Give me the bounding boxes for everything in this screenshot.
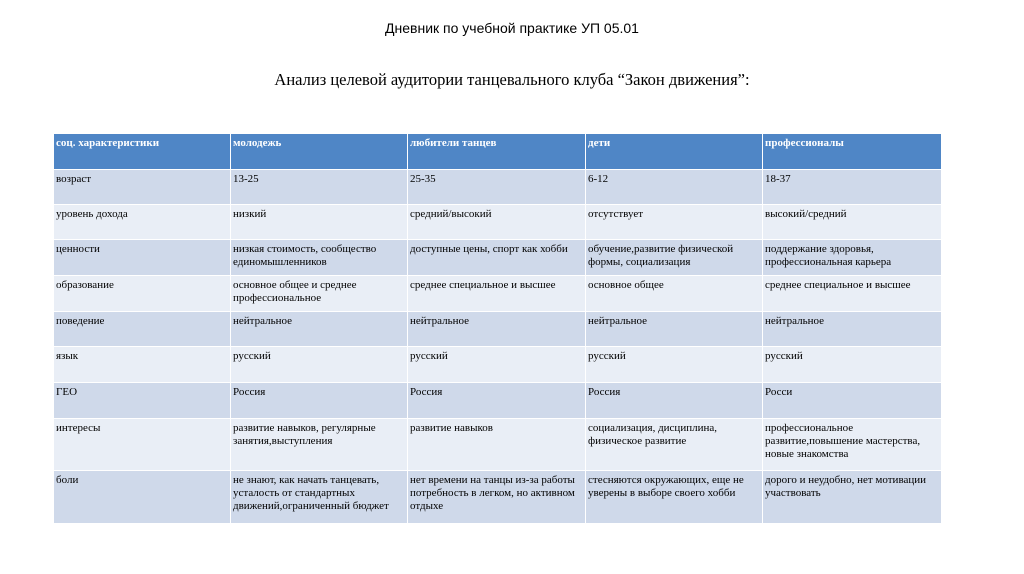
column-header-dance-lovers: любители танцев bbox=[408, 134, 586, 170]
table-cell: уровень дохода bbox=[54, 205, 231, 240]
table-cell: доступные цены, спорт как хобби bbox=[408, 240, 586, 276]
table-cell: нейтральное bbox=[586, 312, 763, 347]
table-cell: 18-37 bbox=[763, 170, 942, 205]
table-cell: образование bbox=[54, 276, 231, 312]
table-cell: обучение,развитие физической формы, социализация bbox=[586, 240, 763, 276]
table-cell: отсутствует bbox=[586, 205, 763, 240]
table-cell: 25-35 bbox=[408, 170, 586, 205]
table-cell: средний/высокий bbox=[408, 205, 586, 240]
table-cell: не знают, как начать танцевать, усталость от стандартных движений,ограниченный бюджет bbox=[231, 471, 408, 524]
table-cell: 13-25 bbox=[231, 170, 408, 205]
table-row bbox=[54, 276, 942, 312]
table-row bbox=[54, 240, 942, 276]
table-cell: поддержание здоровья, профессиональная карьера bbox=[763, 240, 942, 276]
table-cell: ценности bbox=[54, 240, 231, 276]
audience-analysis-table bbox=[53, 133, 942, 524]
column-header-children: дети bbox=[586, 134, 763, 170]
table-cell: русский bbox=[763, 347, 942, 383]
table-cell: нейтральное bbox=[763, 312, 942, 347]
table-cell: развитие навыков, регулярные занятия,выступления bbox=[231, 419, 408, 471]
table-cell: основное общее bbox=[586, 276, 763, 312]
table-caption: Анализ целевой аудитории танцевального клуба “Закон движения”: bbox=[274, 70, 750, 89]
table-cell: Россия bbox=[408, 383, 586, 419]
table-row bbox=[54, 347, 942, 383]
table-header-row bbox=[54, 134, 942, 170]
table-cell: Россия bbox=[586, 383, 763, 419]
table-cell: язык bbox=[54, 347, 231, 383]
table-cell: нейтральное bbox=[231, 312, 408, 347]
table-cell: среднее специальное и высшее bbox=[408, 276, 586, 312]
table-row bbox=[54, 419, 942, 471]
table-cell: ГЕО bbox=[54, 383, 231, 419]
table-cell: русский bbox=[231, 347, 408, 383]
table-cell: нейтральное bbox=[408, 312, 586, 347]
table-cell: низкая стоимость, сообщество единомышленников bbox=[231, 240, 408, 276]
table-cell: боли bbox=[54, 471, 231, 524]
table-row bbox=[54, 205, 942, 240]
table-cell: нет времени на танцы из-за работы потребность в легком, но активном отдыхе bbox=[408, 471, 586, 524]
table-row bbox=[54, 170, 942, 205]
table-cell: русский bbox=[586, 347, 763, 383]
column-header-youth: молодежь bbox=[231, 134, 408, 170]
table-cell: развитие навыков bbox=[408, 419, 586, 471]
column-header-professionals: профессионалы bbox=[763, 134, 942, 170]
table-cell: низкий bbox=[231, 205, 408, 240]
table-row bbox=[54, 312, 942, 347]
table-row bbox=[54, 471, 942, 524]
table-cell: русский bbox=[408, 347, 586, 383]
table-cell: возраст bbox=[54, 170, 231, 205]
table-cell: профессиональное развитие,повышение мастерства, новые знакомства bbox=[763, 419, 942, 471]
page-title: Дневник по учебной практике УП 05.01 bbox=[385, 20, 639, 36]
table-cell: Росси bbox=[763, 383, 942, 419]
table-cell: среднее специальное и высшее bbox=[763, 276, 942, 312]
table-row bbox=[54, 383, 942, 419]
table-cell: дорого и неудобно, нет мотивации участвовать bbox=[763, 471, 942, 524]
table-cell: поведение bbox=[54, 312, 231, 347]
table-cell: социализация, дисциплина, физическое развитие bbox=[586, 419, 763, 471]
table-cell: основное общее и среднее профессиональное bbox=[231, 276, 408, 312]
column-header-characteristics: соц. характеристики bbox=[54, 134, 231, 170]
table-cell: стесняются окружающих, еще не уверены в выборе своего хобби bbox=[586, 471, 763, 524]
table-cell: 6-12 bbox=[586, 170, 763, 205]
table-cell: интересы bbox=[54, 419, 231, 471]
table-cell: Россия bbox=[231, 383, 408, 419]
table-cell: высокий/средний bbox=[763, 205, 942, 240]
